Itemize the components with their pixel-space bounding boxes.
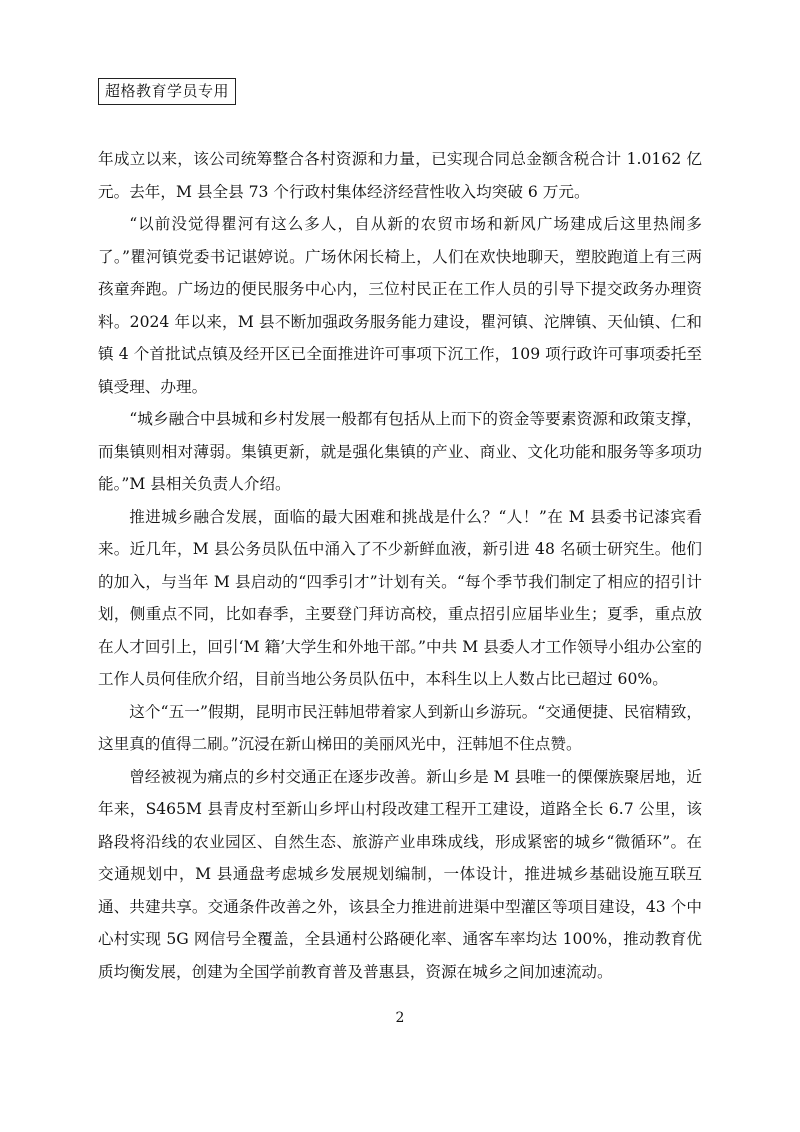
page-number: 2 — [395, 1010, 405, 1026]
paragraph-1: 年成立以来，该公司统筹整合各村资源和力量，已实现合同总金额含税合计 1.0162 亿元。去年，M 县全县 73 个行政村集体经济经营性收入均突破 6 万元。 — [98, 150, 702, 201]
paragraph-3: “城乡融合中县城和乡村发展一般都有包括从上而下的资金等要素资源和政策支撑，而集镇则相对薄弱。集镇更新，就是强化集镇的产业、商业、文化功能和服务等多项功能。”M 县相关负责人介绍。 — [98, 410, 702, 493]
paragraph-6: 曾经被视为痛点的乡村交通正在逐步改善。新山乡是 M 县唯一的傈僳族聚居地，近年来，S465M 县青皮村至新山乡坪山村段改建工程开工建设，道路全长 6.7 公里，该路段将沿线的农业园区、自然生态、旅游产业串珠成线，形成紧密的城乡“微循环”。在交通规划中，M 县通盘考虑城乡发展规划编制，一体设计，推进城乡基础设施互联互通、共建共享。交通条件改善之外，该县全力推进前进渠中型灌区等项目建设，43 个中心村实现 5G 网信号全覆盖，全县通村公路硬化率、通客车率均达 100%，推动教育优质均衡发展，创建为全国学前教育普及普惠县，资源在城乡之间加速流动。 — [98, 767, 702, 981]
paragraph-5: 这个“五一”假期，昆明市民汪韩旭带着家人到新山乡游玩。“交通便捷、民宿精致，这里真的值得二刷。”沉浸在新山梯田的美丽风光中，汪韩旭不住点赞。 — [98, 702, 702, 753]
paragraph-4: 推进城乡融合发展，面临的最大困难和挑战是什么？“人！”在 M 县委书记漆宾看来。近几年，M 县公务员队伍中涌入了不少新鲜血液，新引进 48 名硕士研究生。他们的加入，与当年 M 县启动的“四季引才”计划有关。“每个季节我们制定了相应的招引计划，侧重点不同，比如春季，主要登门拜访高校，重点招引应届毕业生；夏季，重点放在人才回引上，回引‘M 籍’大学生和外地干部。”中共 M 县委人才工作领导小组办公室的工作人员何佳欣介绍，目前当地公务员队伍中，本科生以上人数占比已超过 60%。 — [98, 507, 702, 688]
document-body — [98, 143, 702, 988]
header-label-box: 超格教育学员专用 — [98, 78, 236, 105]
paragraph-2: “以前没觉得瞿河有这么多人，自从新的农贸市场和新风广场建成后这里热闹多了。”瞿河镇党委书记谌婷说。广场休闲长椅上，人们在欢快地聊天，塑胶跑道上有三两孩童奔跑。广场边的便民服务中心内，三位村民正在工作人员的引导下提交政务办理资料。2024 年以来，M 县不断加强政务服务能力建设，瞿河镇、沱牌镇、天仙镇、仁和镇 4 个首批试点镇及经开区已全面推进许可事项下沉工作，109 项行政许可事项委托至镇受理、办理。 — [98, 215, 702, 396]
